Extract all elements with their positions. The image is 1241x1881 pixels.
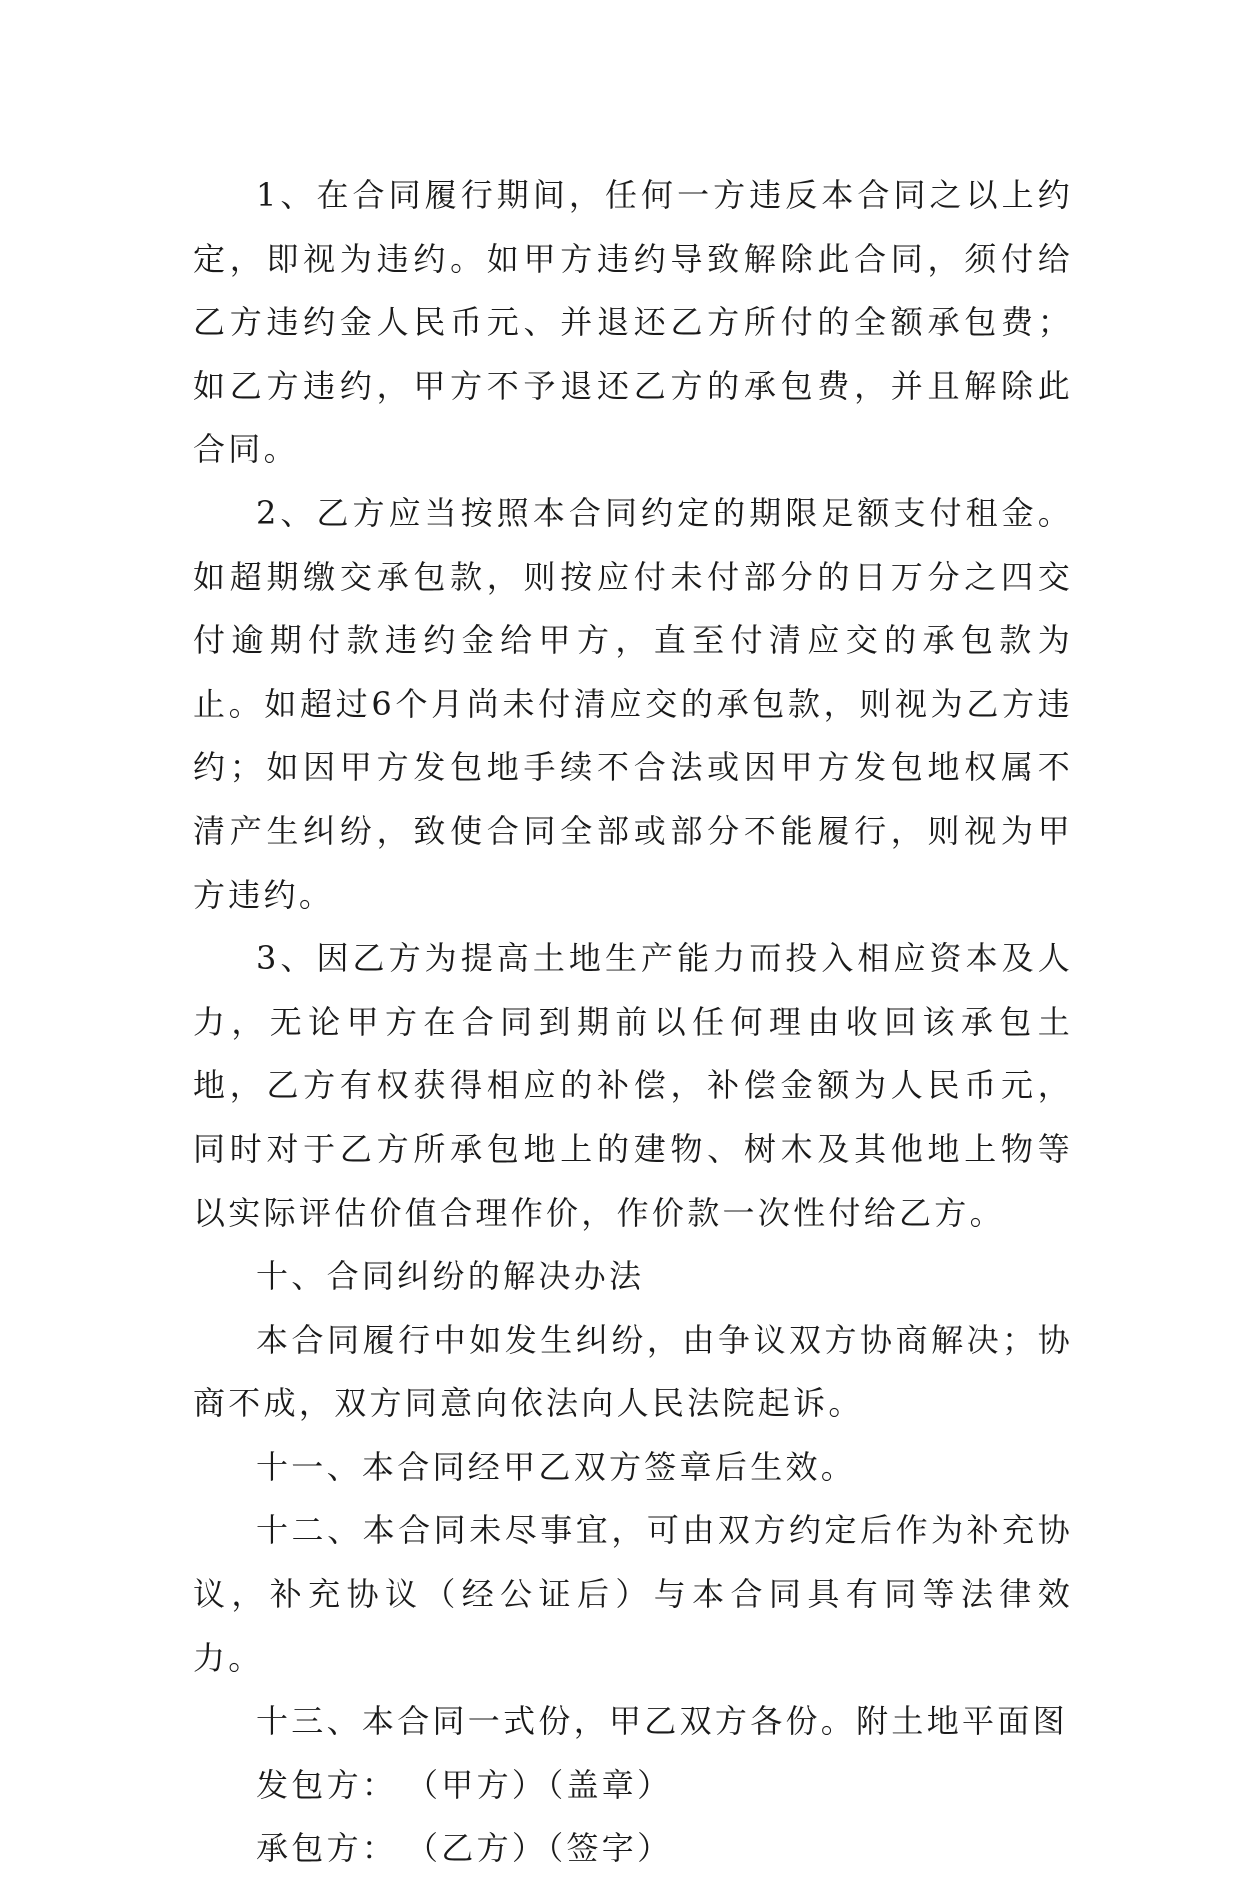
section-11-paragraph: 十一、本合同经甲乙双方签章后生效。 [256,1447,857,1486]
contractee-sign-value: （乙方）（签字） [406,1829,673,1868]
contractee-label: 承包方： [256,1829,398,1868]
contractee-signature-row [193,1817,1073,1881]
clause-1-paragraph: 1、在合同履行期间，任何一方违反本合同之以上约定，即视为违约。如甲方违约导致解除此合同，须付给乙方违约金人民币元、并退还乙方所付的全额承包费；如乙方违约，甲方不予退还乙方的承包费，并且解除此合同。 [193,176,1073,469]
contractor-label: 发包方： [256,1765,398,1804]
contractor-seal-value: （甲方）（盖章） [406,1765,673,1804]
clause-2-paragraph: 2、乙方应当按照本合同约定的期限足额支付租金。如超期缴交承包款，则按应付未付部分的日万分之四交付逾期付款违约金给甲方，直至付清应交的承包款为止。如超过6个月尚未付清应交的承包款，则视为乙方违约；如因甲方发包地手续不合法或因甲方发包地权属不清产生纠纷，致使合同全部或部分不能履行，则视为甲方违约。 [193,493,1073,914]
section-12-paragraph: 十二、本合同未尽事宜，可由双方约定后作为补充协议，补充协议（经公证后）与本合同具有同等法律效力。 [193,1511,1073,1677]
dispute-resolution-paragraph: 本合同履行中如发生纠纷，由争议双方协商解决；协商不成，双方同意向依法向人民法院起诉。 [193,1320,1073,1423]
section-13-paragraph: 十三、本合同一式份，甲乙双方各份。附土地平面图 [256,1702,1068,1741]
contractor-signature-row [193,1754,1073,1818]
document-body [193,164,1073,1881]
clause-3-paragraph: 3、因乙方为提高土地生产能力而投入相应资本及人力，无论甲方在合同到期前以任何理由收回该承包土地，乙方有权获得相应的补偿，补偿金额为人民币元，同时对于乙方所承包地上的建物、树木及其他地上物等以实际评估价值合理作价，作价款一次性付给乙方。 [193,939,1073,1232]
section-10-heading: 十、合同纠纷的解决办法 [256,1257,645,1296]
